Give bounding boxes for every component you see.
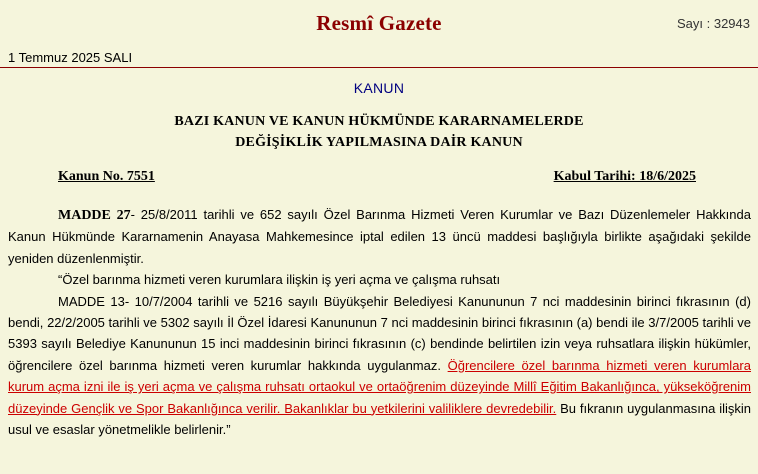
article-27-label: MADDE 27 [58,208,131,223]
article-27-paragraph [8,204,751,269]
header-divider [0,67,758,68]
law-body [8,204,751,440]
article-13-text: MADDE 13- 10/7/2004 tarihli ve 5216 sayılı Büyükşehir Belediyesi Kanununun 7 nci maddesinin birinci fıkrasının (d) bendi, 22/2/2005 tarihli ve 5302 sayılı İl Özel İdaresi Kanununun 7 nci maddesinin birinci fıkrasının (a) bendi ile 3/7/2005 tarihli ve 5393 sayılı Belediye Kanununun 15 inci maddesinin birinci fıkrasının (c) bendinde belirtilen izin veya ruhsatlara ilişkin hükümler, öğrencilere özel barınma hizmeti veren kurumlar hakkında uygulanmaz. [8,293,751,373]
article-13-tail: Bu fıkranın uygulanmasına ilişkin usul ve esaslar yönetmelikle belirlenir.” [8,400,751,438]
article-13-paragraph [8,291,751,441]
gazette-title: Resmî Gazete [316,11,442,35]
law-title-line-1: BAZI KANUN VE KANUN HÜKMÜNDE KARARNAMELERDE [174,114,584,129]
quote-heading: “Özel barınma hizmeti veren kurumlara ilişkin iş yeri açma ve çalışma ruhsatı [58,272,501,288]
acceptance-date: Kabul Tarihi: 18/6/2025 [553,169,696,184]
law-title [0,111,758,153]
law-title-line-2: DEĞİŞİKLİK YAPILMASINA DAİR KANUN [235,135,523,150]
section-label: KANUN [353,80,405,96]
article-27-text: - 25/8/2011 tarihli ve 652 sayılı Özel Barınma Hizmeti Veren Kurumlar ve Bazı Düzenlemeler Hakkında Kanun Hükmünde Kararnamenin Anayasa Mahkemesince iptal edilen 13 üncü maddesi başlığıyla birlikte aşağıdaki şekilde yeniden düzenlenmiştir. [8,207,751,266]
issue-number: Sayı : 32943 [677,16,750,31]
law-number: Kanun No. 7551 [58,169,155,184]
amended-text: Öğrencilere özel barınma hizmeti veren kurumlara kurum açma izni ile iş yeri açma ve çalışma ruhsatı ortaokul ve ortaöğrenim düzeyinde Millî Eğitim Bakanlığınca, yükseköğrenim düzeyinde Gençlik ve Spor Bakanlığınca verilir. Bakanlıklar bu yetkilerini valiliklere devredebilir. [8,357,751,416]
issue-date: 1 Temmuz 2025 SALI [8,50,133,65]
